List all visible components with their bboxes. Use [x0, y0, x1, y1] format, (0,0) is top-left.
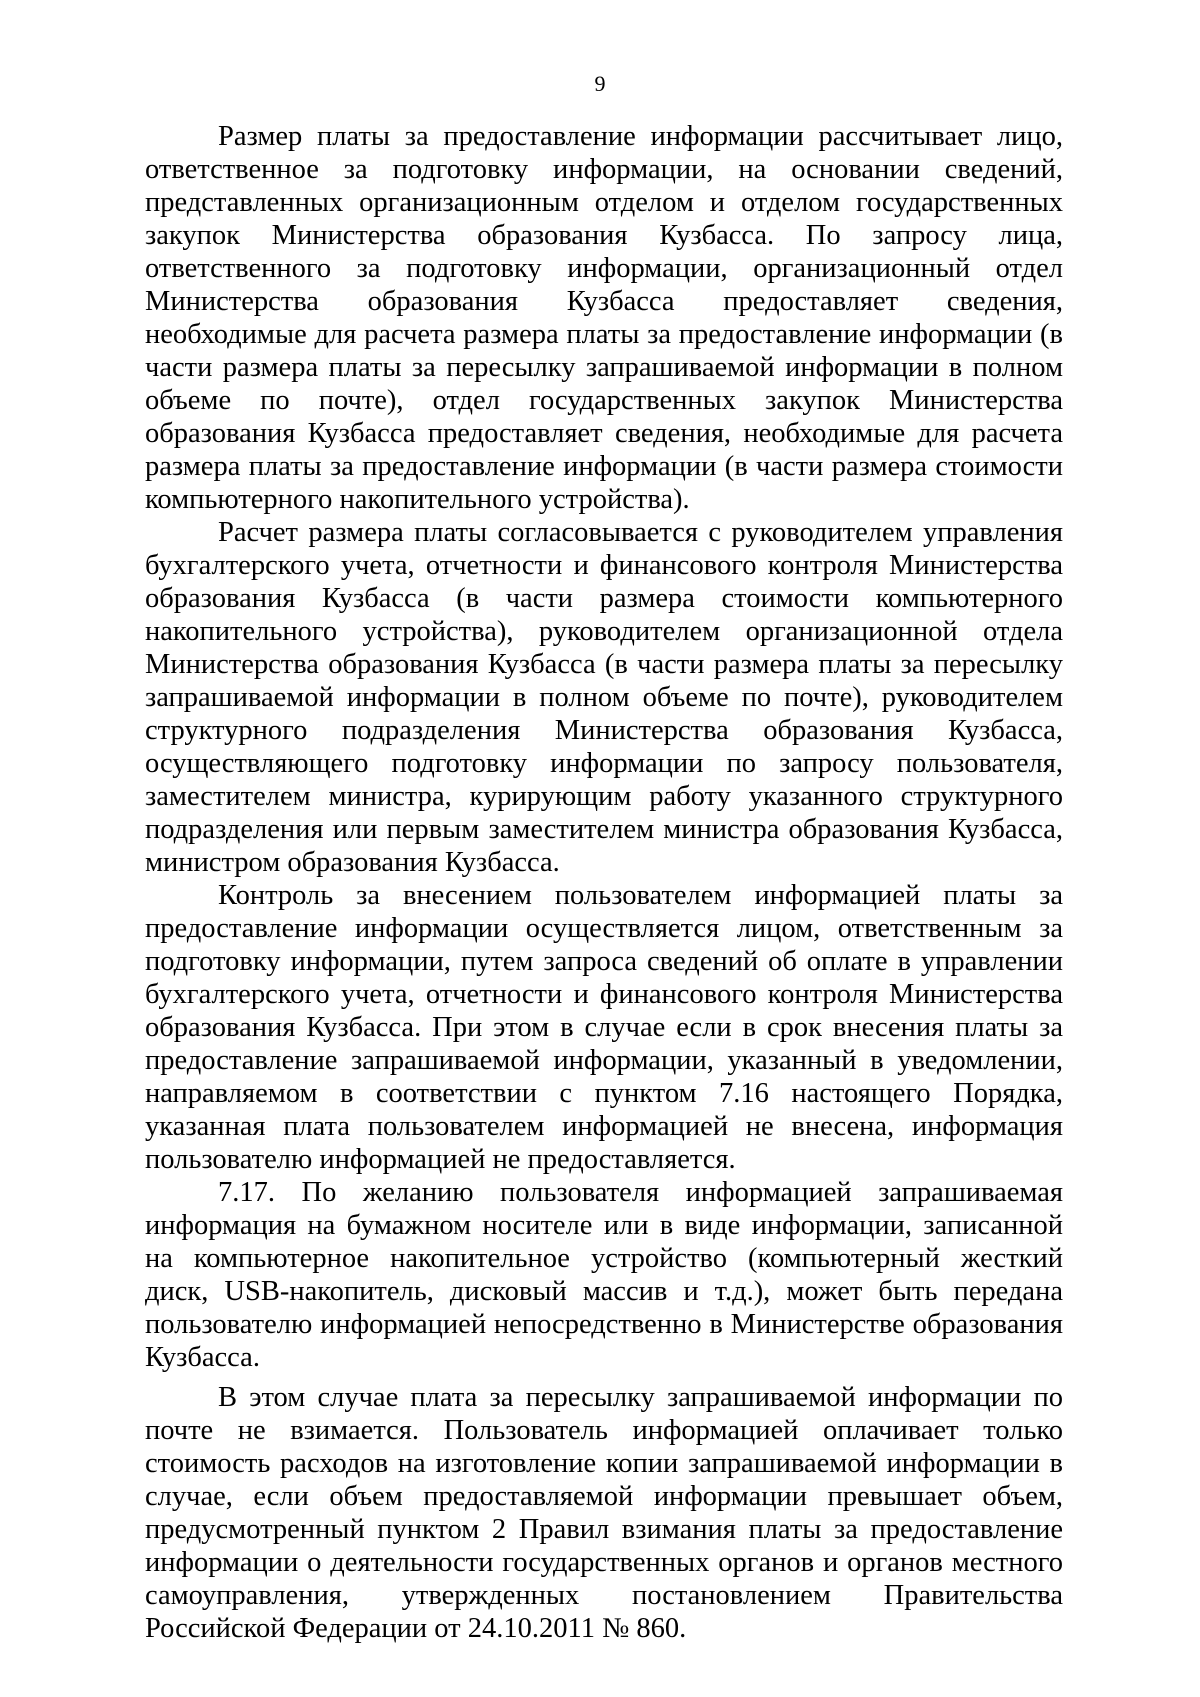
paragraph-fee-approval: Расчет размера платы согласовывается с руководителем управления бухгалтерского учета, отчетности и финансового контроля Министерства образования Кузбасса (в части размера стоимости компьютерного накопительного устройства), руководителем организационной отдела Министерства образования Кузбасса (в части размера платы за пересылку запрашиваемой информации в полном объеме по почте), руководителем структурного подразделения Министерства образования Кузбасса, осуществляющего подготовку информации по запросу пользователя, заместителем министра, курирующим работу указанного структурного подразделения или первым заместителем министра образования Кузбасса, министром образования Кузбасса. [145, 517, 1063, 878]
paragraph-clause-7-17: 7.17. По желанию пользователя информацией запрашиваемая информация на бумажном носителе или в виде информации, записанной на компьютерное накопительное устройство (компьютерный жесткий диск, USB-накопитель, дисковый массив и т.д.), может быть передана пользователю информацией непосредственно в Министерстве образования Кузбасса. [145, 1177, 1063, 1373]
paragraph-fee-calculation: Размер платы за предоставление информации рассчитывает лицо, ответственное за подготовку информации, на основании сведений, представленных организационным отделом и отделом государственных закупок Министерства образования Кузбасса. По запросу лица, ответственного за подготовку информации, организационный отдел Министерства образования Кузбасса предоставляет сведения, необходимые для расчета размера платы за предоставление информации (в части размера платы за пересылку запрашиваемой информации в полном объеме по почте), отдел государственных закупок Министерства образования Кузбасса предоставляет сведения, необходимые для расчета размера платы за предоставление информации (в части размера стоимости компьютерного накопительного устройства). [145, 121, 1063, 515]
page-number: 9 [594, 71, 606, 96]
document-body [145, 120, 1063, 1645]
paragraph-payment-control: Контроль за внесением пользователем информацией платы за предоставление информации осуществляется лицом, ответственным за подготовку информации, путем запроса сведений об оплате в управлении бухгалтерского учета, отчетности и финансового контроля Министерства образования Кузбасса. При этом в случае если в срок внесения платы за предоставление запрашиваемой информации, указанный в уведомлении, направляемом в соответствии с пунктом 7.16 настоящего Порядка, указанная плата пользователем информацией не внесена, информация пользователю информацией не предоставляется. [145, 880, 1063, 1175]
paragraph-postage-exemption: В этом случае плата за пересылку запрашиваемой информации по почте не взимается. Пользователь информацией оплачивает только стоимость расходов на изготовление копии запрашиваемой информации в случае, если объем предоставляемой информации превышает объем, предусмотренный пунктом 2 Правил взимания платы за предоставление информации о деятельности государственных органов и органов местного самоуправления, утвержденных постановлением Правительства Российской Федерации от 24.10.2011 № 860. [145, 1382, 1063, 1644]
